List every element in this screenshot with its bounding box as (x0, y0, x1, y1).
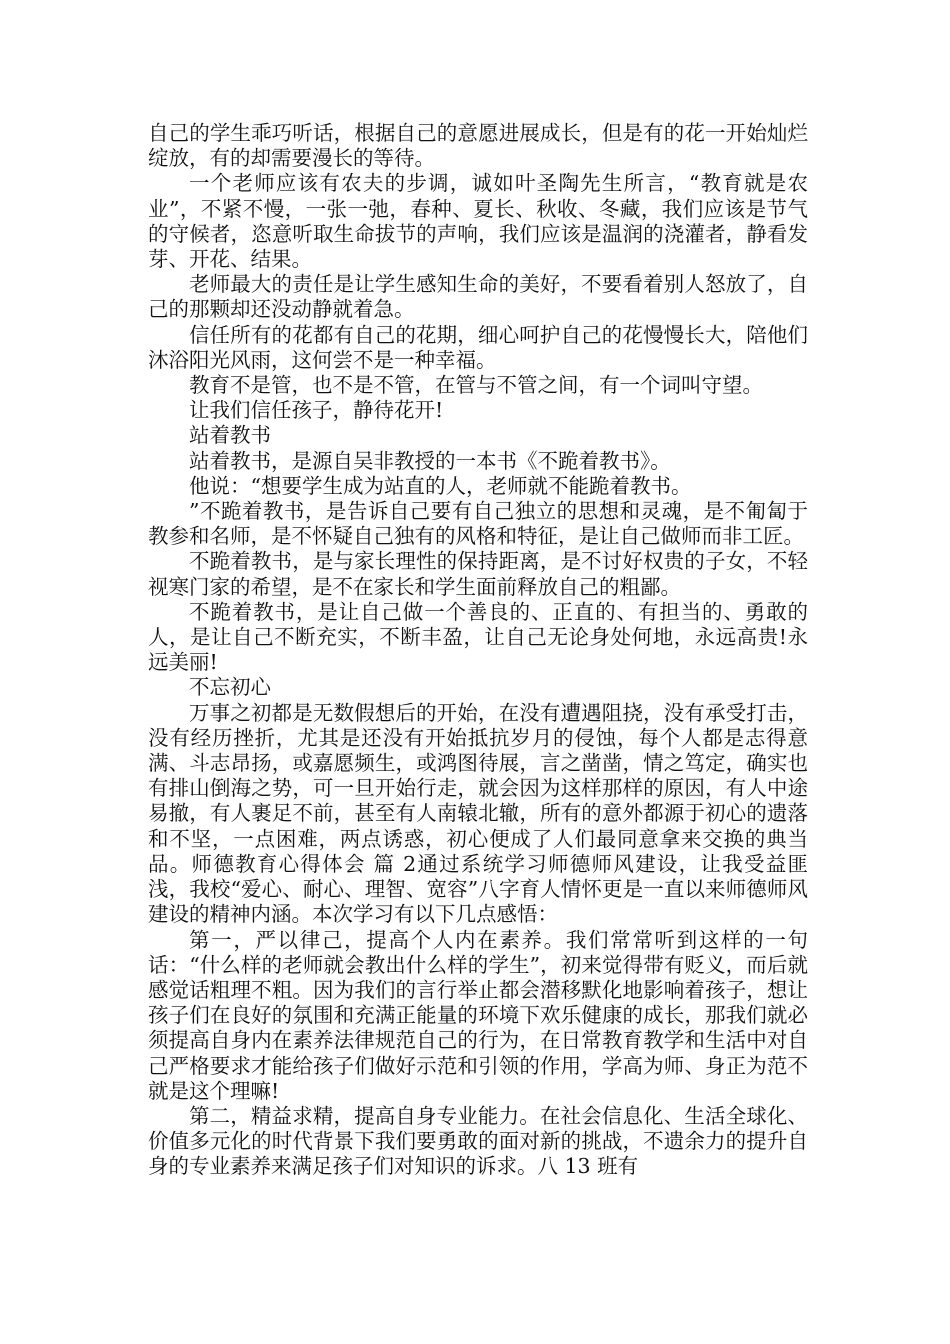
paragraph-1: 自己的学生乖巧听话，根据自己的意愿进展成长，但是有的花一开始灿烂绽放，有的却需要漫长的等待。 (148, 121, 808, 171)
paragraph-14: 第二，精益求精，提高自身专业能力。在社会信息化、生活全球化、价值多元化的时代背景下我们要勇敢的面对新的挑战，不遗余力的提升自身的专业素养来满足孩子们对知识的诉求。八 13 班有 (148, 1103, 808, 1179)
paragraph-8: 他说：“想要学生成为站直的人，老师就不能跪着教书。 (189, 473, 692, 498)
paragraph-9: ”不跪着教书，是告诉自己要有自己独立的思想和灵魂，是不匍匐于教参和名师，是不怀疑自己独有的风格和特征，是让自己做师而非工匠。 (148, 499, 808, 549)
paragraph-11: 不跪着教书，是让自己做一个善良的、正直的、有担当的、勇敢的人，是让自己不断充实，不断丰盈，让自己无论身处何地，永远高贵!永远美丽! (148, 599, 808, 675)
paragraph-4: 信任所有的花都有自己的花期，细心呵护自己的花慢慢长大，陪他们沐浴阳光风雨，这何尝不是一种幸福。 (148, 322, 808, 372)
paragraph-7: 站着教书，是源自吴非教授的一本书《不跪着教书》。 (189, 448, 671, 473)
paragraph-13: 第一，严以律己，提高个人内在素养。我们常常听到这样的一句话：“什么样的老师就会教出什么样的学生”，初来觉得带有贬义，而后就感觉话粗理不粗。因为我们的言行举止都会潜移默化地影响着孩子，想让孩子们在良好的氛围和充满正能量的环境下欢乐健康的成长，那我们就必须提高自身内在素养法律规范自己的行为，在日常教育教学和生活中对自己严格要求才能给孩子们做好示范和引领的作用，学高为师、身正为范不就是这个理嘛! (148, 927, 808, 1103)
paragraph-10: 不跪着教书，是与家长理性的保持距离，是不讨好权贵的子女，不轻视寒门家的希望，是不在家长和学生面前释放自己的粗鄙。 (148, 549, 808, 599)
paragraph-2: 一个老师应该有农夫的步调，诚如叶圣陶先生所言，“教育就是农业”，不紧不慢，一张一弛，春种、夏长、秋收、冬藏，我们应该是节气的守候者，恣意听取生命拔节的声响，我们应该是温润的浇灌者，静看发芽、开花、结果。 (148, 171, 808, 272)
paragraph-3: 老师最大的责任是让学生感知生命的美好，不要看着别人怒放了，自己的那颗却还没动静就着急。 (148, 272, 808, 322)
paragraph-12: 万事之初都是无数假想后的开始，在没有遭遇阻挠，没有承受打击，没有经历挫折，尤其是还没有开始抵抗岁月的侵蚀，每个人都是志得意满、斗志昂扬，或嘉愿频生，或鸿图待展，言之凿凿，情之笃定，确实也有排山倒海之势，可一旦开始行走，就会因为这样那样的原因，有人中途易撤，有人裹足不前，甚至有人南辕北辙，所有的意外都源于初心的遗落和不坚，一点困难，两点诱惑，初心便成了人们最同意拿来交换的典当品。师德教育心得体会 篇 2通过系统学习师德师风建设，让我受益匪浅，我校“爱心、耐心、理智、宽容”八字育人情怀更是一直以来师德师风建设的精神内涵。本次学习有以下几点感悟： (148, 700, 808, 927)
paragraph-6: 让我们信任孩子，静待花开! (189, 398, 444, 423)
paragraph-5: 教育不是管，也不是不管，在管与不管之间，有一个词叫守望。 (189, 373, 763, 398)
section-heading-standing: 站着教书 (189, 423, 271, 448)
section-heading-original-heart: 不忘初心 (189, 675, 271, 700)
document-body (148, 121, 808, 1180)
